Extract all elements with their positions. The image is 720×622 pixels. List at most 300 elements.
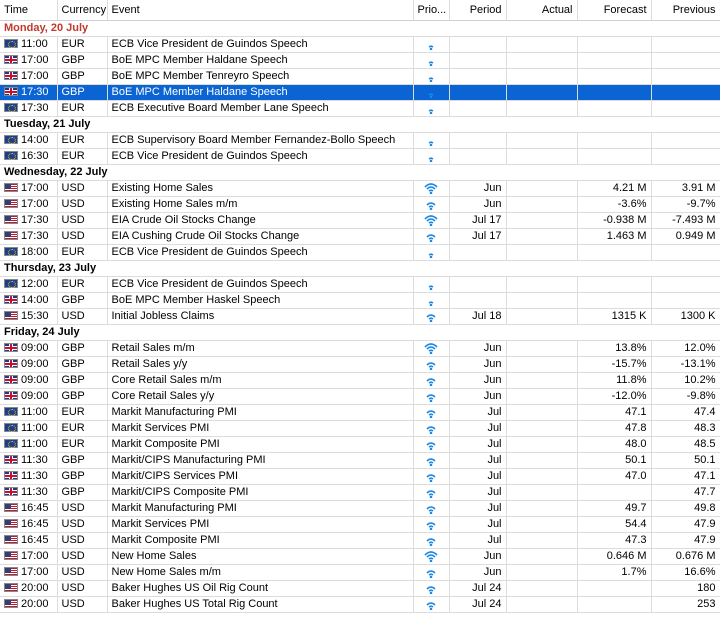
priority-signal-icon xyxy=(424,582,438,594)
forecast-cell: 47.1 xyxy=(577,405,651,421)
eur-flag-icon xyxy=(4,279,18,288)
priority-cell xyxy=(413,533,449,549)
event-cell: BoE MPC Member Haldane Speech xyxy=(107,53,413,69)
actual-cell xyxy=(506,229,577,245)
time-value: 16:30 xyxy=(21,150,49,162)
currency-cell: GBP xyxy=(57,373,107,389)
time-value: 17:30 xyxy=(21,230,49,242)
period-cell: Jun xyxy=(449,549,506,565)
period-cell: Jul 17 xyxy=(449,229,506,245)
eur-flag-icon xyxy=(4,439,18,448)
event-cell: Existing Home Sales xyxy=(107,181,413,197)
table-row[interactable] xyxy=(0,149,720,165)
forecast-cell: -3.6% xyxy=(577,197,651,213)
priority-cell xyxy=(413,37,449,53)
time-cell xyxy=(0,149,57,165)
previous-cell: 49.8 xyxy=(651,501,720,517)
priority-signal-icon xyxy=(424,54,438,66)
actual-cell xyxy=(506,149,577,165)
priority-cell xyxy=(413,229,449,245)
time-cell xyxy=(0,277,57,293)
time-value: 09:00 xyxy=(21,358,49,370)
time-cell xyxy=(0,549,57,565)
event-cell: Markit/CIPS Composite PMI xyxy=(107,485,413,501)
usd-flag-icon xyxy=(4,567,18,576)
time-cell xyxy=(0,357,57,373)
actual-cell xyxy=(506,565,577,581)
previous-cell xyxy=(651,101,720,117)
currency-cell: GBP xyxy=(57,453,107,469)
previous-cell xyxy=(651,149,720,165)
forecast-cell: 50.1 xyxy=(577,453,651,469)
date-section-header xyxy=(0,325,720,341)
actual-cell xyxy=(506,197,577,213)
actual-cell xyxy=(506,453,577,469)
event-cell: Markit Services PMI xyxy=(107,517,413,533)
priority-cell xyxy=(413,437,449,453)
previous-cell: -9.7% xyxy=(651,197,720,213)
period-cell: Jun xyxy=(449,565,506,581)
time-value: 09:00 xyxy=(21,390,49,402)
period-cell: Jul xyxy=(449,453,506,469)
priority-cell xyxy=(413,421,449,437)
previous-cell: -7.493 M xyxy=(651,213,720,229)
gbp-flag-icon xyxy=(4,391,18,400)
table-row[interactable] xyxy=(0,37,720,53)
currency-cell: EUR xyxy=(57,405,107,421)
period-cell: Jul xyxy=(449,501,506,517)
previous-cell: 47.7 xyxy=(651,485,720,501)
time-cell xyxy=(0,213,57,229)
table-row[interactable] xyxy=(0,101,720,117)
priority-signal-icon xyxy=(424,390,438,402)
priority-cell xyxy=(413,389,449,405)
priority-signal-icon xyxy=(424,278,438,290)
priority-cell xyxy=(413,85,449,101)
forecast-cell xyxy=(577,597,651,613)
time-value: 11:00 xyxy=(21,38,48,50)
usd-flag-icon xyxy=(4,503,18,512)
gbp-flag-icon xyxy=(4,343,18,352)
currency-cell: USD xyxy=(57,309,107,325)
forecast-cell xyxy=(577,277,651,293)
column-header-period[interactable]: Period xyxy=(449,0,506,21)
time-cell xyxy=(0,133,57,149)
previous-cell: 10.2% xyxy=(651,373,720,389)
priority-cell xyxy=(413,517,449,533)
event-cell: Baker Hughes US Total Rig Count xyxy=(107,597,413,613)
previous-cell xyxy=(651,133,720,149)
forecast-cell xyxy=(577,485,651,501)
actual-cell xyxy=(506,437,577,453)
forecast-cell: 49.7 xyxy=(577,501,651,517)
previous-cell xyxy=(651,245,720,261)
time-value: 18:00 xyxy=(21,246,49,258)
forecast-cell xyxy=(577,133,651,149)
period-cell xyxy=(449,149,506,165)
previous-cell: 0.676 M xyxy=(651,549,720,565)
date-section-header xyxy=(0,117,720,133)
table-row[interactable] xyxy=(0,293,720,309)
period-cell: Jun xyxy=(449,373,506,389)
table-row[interactable] xyxy=(0,245,720,261)
date-label: Monday, 20 July xyxy=(0,21,720,37)
time-cell xyxy=(0,485,57,501)
currency-cell: EUR xyxy=(57,101,107,117)
currency-cell: GBP xyxy=(57,389,107,405)
actual-cell xyxy=(506,53,577,69)
time-cell xyxy=(0,437,57,453)
event-cell: Existing Home Sales m/m xyxy=(107,197,413,213)
priority-signal-icon xyxy=(424,438,438,450)
event-cell: Retail Sales m/m xyxy=(107,341,413,357)
column-header-time[interactable]: Time xyxy=(0,0,57,21)
priority-cell xyxy=(413,405,449,421)
usd-flag-icon xyxy=(4,535,18,544)
time-value: 17:00 xyxy=(21,54,49,66)
forecast-cell xyxy=(577,581,651,597)
forecast-cell: 1.7% xyxy=(577,565,651,581)
table-row[interactable] xyxy=(0,421,720,437)
usd-flag-icon xyxy=(4,199,18,208)
priority-signal-icon xyxy=(424,150,438,162)
table-row[interactable] xyxy=(0,453,720,469)
forecast-cell xyxy=(577,245,651,261)
time-value: 17:30 xyxy=(21,86,49,98)
column-header-event[interactable]: Event xyxy=(107,0,413,21)
event-cell: Markit Composite PMI xyxy=(107,437,413,453)
actual-cell xyxy=(506,85,577,101)
previous-cell: -13.1% xyxy=(651,357,720,373)
priority-cell xyxy=(413,453,449,469)
table-row[interactable] xyxy=(0,549,720,565)
priority-signal-icon xyxy=(424,230,438,242)
table-row[interactable] xyxy=(0,277,720,293)
period-cell: Jul xyxy=(449,517,506,533)
event-cell: Markit/CIPS Services PMI xyxy=(107,469,413,485)
actual-cell xyxy=(506,101,577,117)
period-cell xyxy=(449,133,506,149)
gbp-flag-icon xyxy=(4,71,18,80)
table-row[interactable] xyxy=(0,309,720,325)
time-value: 11:30 xyxy=(21,454,48,466)
column-header-currency[interactable]: Currency xyxy=(57,0,107,21)
actual-cell xyxy=(506,501,577,517)
eur-flag-icon xyxy=(4,39,18,48)
actual-cell xyxy=(506,373,577,389)
event-cell: ECB Vice President de Guindos Speech xyxy=(107,149,413,165)
column-header-previous[interactable]: Previous xyxy=(651,0,720,21)
actual-cell xyxy=(506,469,577,485)
priority-signal-icon xyxy=(424,374,438,386)
usd-flag-icon xyxy=(4,583,18,592)
currency-cell: EUR xyxy=(57,245,107,261)
time-cell xyxy=(0,469,57,485)
table-row[interactable] xyxy=(0,485,720,501)
forecast-cell: 54.4 xyxy=(577,517,651,533)
priority-cell xyxy=(413,149,449,165)
actual-cell xyxy=(506,517,577,533)
table-row[interactable] xyxy=(0,357,720,373)
priority-cell xyxy=(413,485,449,501)
previous-cell: 47.1 xyxy=(651,469,720,485)
event-cell: Markit Composite PMI xyxy=(107,533,413,549)
date-label: Tuesday, 21 July xyxy=(0,117,720,133)
period-cell: Jun xyxy=(449,389,506,405)
time-cell xyxy=(0,581,57,597)
previous-cell: 48.3 xyxy=(651,421,720,437)
previous-cell: 180 xyxy=(651,581,720,597)
usd-flag-icon xyxy=(4,183,18,192)
currency-cell: USD xyxy=(57,581,107,597)
previous-cell: 12.0% xyxy=(651,341,720,357)
period-cell: Jul 24 xyxy=(449,597,506,613)
currency-cell: USD xyxy=(57,229,107,245)
priority-cell xyxy=(413,549,449,565)
priority-signal-icon xyxy=(424,502,438,514)
time-cell xyxy=(0,341,57,357)
period-cell xyxy=(449,245,506,261)
time-value: 20:00 xyxy=(21,582,49,594)
eur-flag-icon xyxy=(4,151,18,160)
currency-cell: EUR xyxy=(57,437,107,453)
currency-cell: USD xyxy=(57,597,107,613)
previous-cell xyxy=(651,37,720,53)
forecast-cell: 47.8 xyxy=(577,421,651,437)
priority-signal-icon xyxy=(424,534,438,546)
time-cell xyxy=(0,421,57,437)
priority-cell xyxy=(413,293,449,309)
currency-cell: EUR xyxy=(57,149,107,165)
period-cell: Jul xyxy=(449,437,506,453)
priority-signal-icon xyxy=(424,86,438,98)
time-cell xyxy=(0,405,57,421)
time-cell xyxy=(0,85,57,101)
previous-cell: 50.1 xyxy=(651,453,720,469)
forecast-cell: -12.0% xyxy=(577,389,651,405)
period-cell: Jul xyxy=(449,405,506,421)
time-value: 17:00 xyxy=(21,566,49,578)
time-value: 17:00 xyxy=(21,550,49,562)
time-value: 16:45 xyxy=(21,502,49,514)
date-label: Wednesday, 22 July xyxy=(0,165,720,181)
time-value: 11:00 xyxy=(21,438,48,450)
actual-cell xyxy=(506,277,577,293)
event-cell: New Home Sales m/m xyxy=(107,565,413,581)
period-cell: Jul xyxy=(449,485,506,501)
priority-cell xyxy=(413,501,449,517)
table-row[interactable] xyxy=(0,437,720,453)
priority-signal-icon xyxy=(424,246,438,258)
actual-cell xyxy=(506,133,577,149)
time-cell xyxy=(0,389,57,405)
period-cell xyxy=(449,53,506,69)
priority-cell xyxy=(413,133,449,149)
table-row[interactable] xyxy=(0,373,720,389)
currency-cell: EUR xyxy=(57,421,107,437)
table-row[interactable] xyxy=(0,133,720,149)
previous-cell: 3.91 M xyxy=(651,181,720,197)
priority-signal-icon xyxy=(424,566,438,578)
priority-cell xyxy=(413,581,449,597)
period-cell xyxy=(449,293,506,309)
time-cell xyxy=(0,533,57,549)
column-header-priority[interactable]: Prio... xyxy=(413,0,449,21)
priority-signal-icon xyxy=(424,342,438,354)
priority-signal-icon xyxy=(424,102,438,114)
actual-cell xyxy=(506,213,577,229)
table-row[interactable] xyxy=(0,517,720,533)
eur-flag-icon xyxy=(4,247,18,256)
table-row[interactable] xyxy=(0,533,720,549)
currency-cell: GBP xyxy=(57,469,107,485)
forecast-cell xyxy=(577,69,651,85)
priority-signal-icon xyxy=(424,294,438,306)
time-cell xyxy=(0,517,57,533)
previous-cell: 47.9 xyxy=(651,533,720,549)
table-row[interactable] xyxy=(0,389,720,405)
previous-cell: -9.8% xyxy=(651,389,720,405)
priority-signal-icon xyxy=(424,182,438,194)
time-value: 09:00 xyxy=(21,342,49,354)
event-cell: ECB Vice President de Guindos Speech xyxy=(107,37,413,53)
table-row[interactable] xyxy=(0,597,720,613)
gbp-flag-icon xyxy=(4,471,18,480)
priority-signal-icon xyxy=(424,550,438,562)
forecast-cell: 48.0 xyxy=(577,437,651,453)
forecast-cell xyxy=(577,37,651,53)
priority-signal-icon xyxy=(424,358,438,370)
date-label: Thursday, 23 July xyxy=(0,261,720,277)
table-row[interactable] xyxy=(0,213,720,229)
table-row[interactable] xyxy=(0,565,720,581)
time-value: 14:00 xyxy=(21,294,49,306)
forecast-cell xyxy=(577,293,651,309)
table-row[interactable] xyxy=(0,501,720,517)
forecast-cell: -15.7% xyxy=(577,357,651,373)
priority-cell xyxy=(413,245,449,261)
actual-cell xyxy=(506,245,577,261)
time-value: 17:30 xyxy=(21,214,49,226)
period-cell: Jun xyxy=(449,341,506,357)
time-value: 09:00 xyxy=(21,374,49,386)
table-row[interactable] xyxy=(0,53,720,69)
priority-cell xyxy=(413,469,449,485)
priority-cell xyxy=(413,357,449,373)
gbp-flag-icon xyxy=(4,87,18,96)
time-cell xyxy=(0,101,57,117)
currency-cell: GBP xyxy=(57,357,107,373)
actual-cell xyxy=(506,389,577,405)
time-value: 17:30 xyxy=(21,102,49,114)
period-cell: Jul 18 xyxy=(449,309,506,325)
table-row[interactable] xyxy=(0,197,720,213)
period-cell: Jul 24 xyxy=(449,581,506,597)
event-cell: Markit Manufacturing PMI xyxy=(107,501,413,517)
table-row[interactable] xyxy=(0,341,720,357)
table-body xyxy=(0,21,720,613)
actual-cell xyxy=(506,293,577,309)
currency-cell: USD xyxy=(57,501,107,517)
priority-cell xyxy=(413,197,449,213)
table-row[interactable] xyxy=(0,469,720,485)
priority-signal-icon xyxy=(424,598,438,610)
priority-signal-icon xyxy=(424,486,438,498)
time-value: 17:00 xyxy=(21,198,49,210)
forecast-cell: 4.21 M xyxy=(577,181,651,197)
time-value: 16:45 xyxy=(21,534,49,546)
priority-signal-icon xyxy=(424,310,438,322)
priority-cell xyxy=(413,213,449,229)
table-row[interactable] xyxy=(0,69,720,85)
priority-signal-icon xyxy=(424,214,438,226)
previous-cell xyxy=(651,85,720,101)
actual-cell xyxy=(506,581,577,597)
time-value: 14:00 xyxy=(21,134,49,146)
currency-cell: EUR xyxy=(57,37,107,53)
event-cell: Markit Manufacturing PMI xyxy=(107,405,413,421)
actual-cell xyxy=(506,421,577,437)
time-value: 12:00 xyxy=(21,278,49,290)
usd-flag-icon xyxy=(4,519,18,528)
currency-cell: USD xyxy=(57,549,107,565)
previous-cell: 1300 K xyxy=(651,309,720,325)
period-cell: Jun xyxy=(449,197,506,213)
table-row[interactable] xyxy=(0,181,720,197)
period-cell xyxy=(449,69,506,85)
table-row[interactable] xyxy=(0,405,720,421)
time-value: 11:30 xyxy=(21,470,48,482)
date-section-header xyxy=(0,261,720,277)
priority-cell xyxy=(413,309,449,325)
forecast-cell xyxy=(577,101,651,117)
previous-cell: 47.4 xyxy=(651,405,720,421)
period-cell xyxy=(449,85,506,101)
event-cell: New Home Sales xyxy=(107,549,413,565)
date-section-header xyxy=(0,165,720,181)
priority-signal-icon xyxy=(424,70,438,82)
period-cell xyxy=(449,277,506,293)
currency-cell: USD xyxy=(57,565,107,581)
priority-cell xyxy=(413,597,449,613)
period-cell: Jun xyxy=(449,181,506,197)
column-header-forecast[interactable]: Forecast xyxy=(577,0,651,21)
previous-cell: 48.5 xyxy=(651,437,720,453)
column-header-actual[interactable]: Actual xyxy=(506,0,577,21)
table-row[interactable] xyxy=(0,581,720,597)
currency-cell: USD xyxy=(57,197,107,213)
priority-signal-icon xyxy=(424,454,438,466)
priority-cell xyxy=(413,69,449,85)
usd-flag-icon xyxy=(4,311,18,320)
eur-flag-icon xyxy=(4,423,18,432)
event-cell: BoE MPC Member Haskel Speech xyxy=(107,293,413,309)
time-value: 11:00 xyxy=(21,422,48,434)
priority-signal-icon xyxy=(424,198,438,210)
actual-cell xyxy=(506,69,577,85)
date-section-header xyxy=(0,21,720,37)
previous-cell: 16.6% xyxy=(651,565,720,581)
event-cell: Markit Services PMI xyxy=(107,421,413,437)
table-row[interactable] xyxy=(0,85,720,101)
table-row[interactable] xyxy=(0,229,720,245)
period-cell: Jul xyxy=(449,469,506,485)
actual-cell xyxy=(506,485,577,501)
actual-cell xyxy=(506,341,577,357)
priority-cell xyxy=(413,53,449,69)
time-value: 17:00 xyxy=(21,70,49,82)
eur-flag-icon xyxy=(4,135,18,144)
